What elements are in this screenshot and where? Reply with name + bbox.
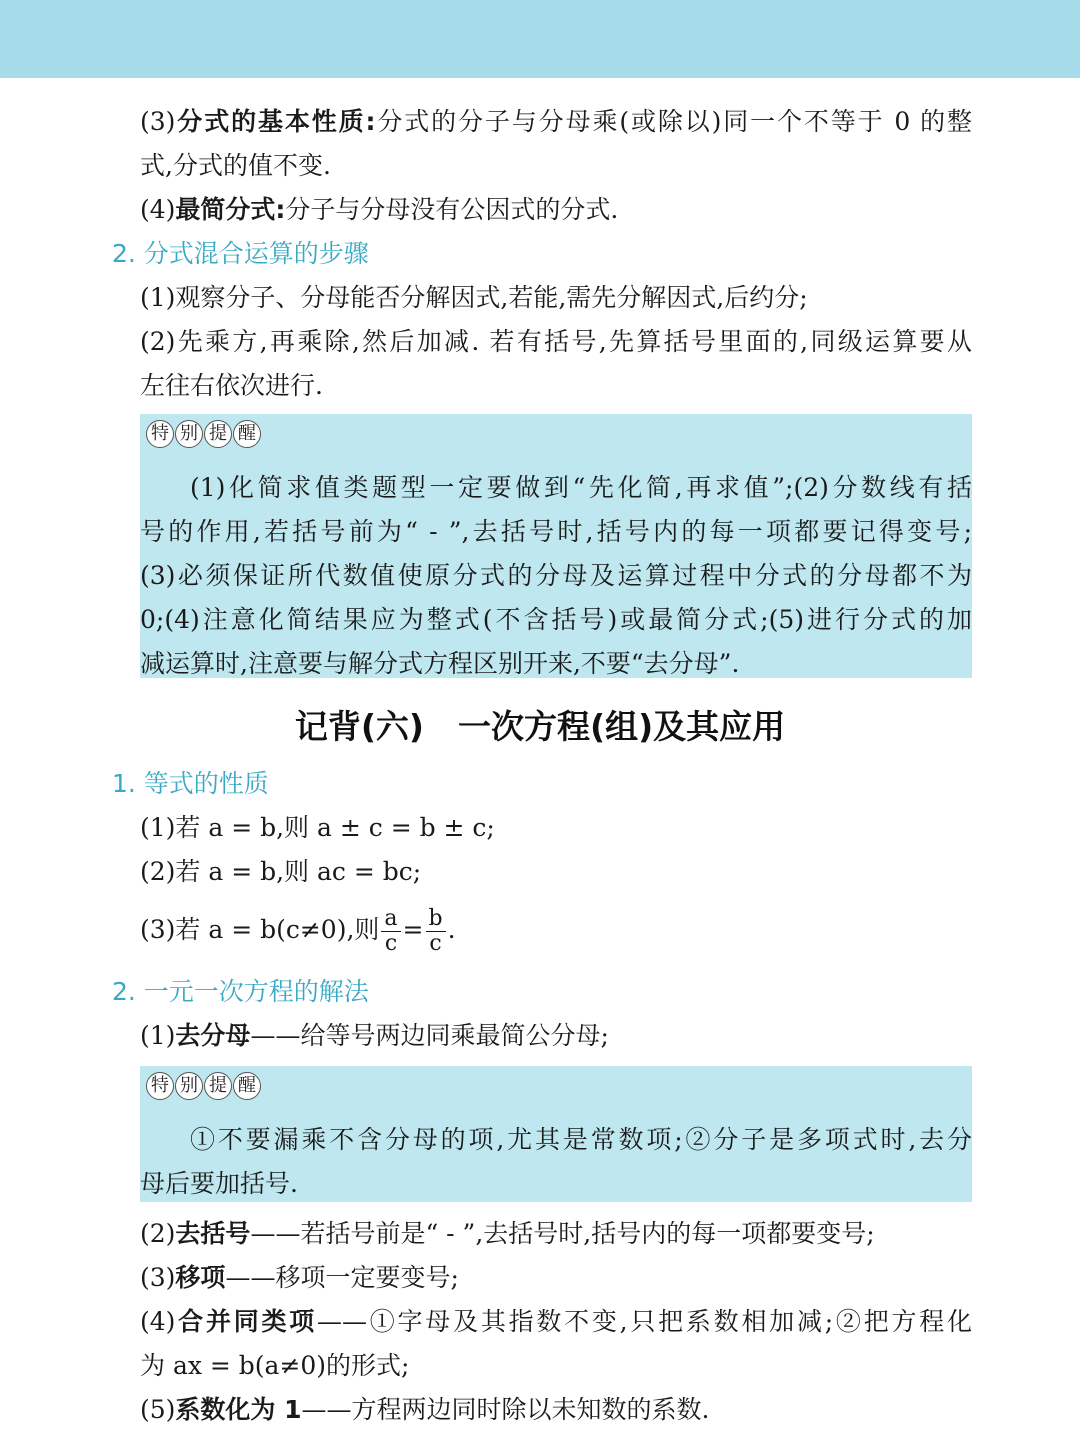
item-text: ——①字母及其指数不变,只把系数相加减;②把方程化 [317,1307,972,1336]
section-heading-mixed-ops: 2. 分式混合运算的步骤 [112,239,369,268]
special-reminder-box-1 [140,414,972,678]
reminder-line: (3)必须保证所代数值使原分式的分母及运算过程中分式的分母都不为 [140,561,972,590]
item-text: ——方程两边同时除以未知数的系数. [301,1395,710,1424]
reminder-line: 0;(4)注意化简结果应为整式(不含括号)或最简分式;(5)进行分式的加 [140,605,972,634]
term-bold: 去分母 [175,1021,251,1050]
item-text: ——移项一定要变号; [225,1263,459,1292]
tag-char: 特 [146,420,174,448]
item-number: (3) [140,1263,176,1292]
property-item-3 [140,100,972,144]
item-text: ——给等号两边同乘最简公分母; [250,1021,609,1050]
page-content [0,78,1080,1446]
item-text: (3)若 a = b(c≠0),则 [140,915,380,944]
chapter-name: 一次方程(组)及其应用 [458,707,786,746]
special-reminder-tag [146,1072,262,1104]
top-banner [0,0,1080,78]
solve-step-1 [140,1014,972,1058]
tag-char: 特 [146,1072,174,1100]
chapter-title [0,702,1080,752]
reminder-line: 号的作用,若括号前为“ - ”,去括号时,括号内的每一项都要记得变号; [140,517,972,546]
term-bold: 合并同类项 [175,1307,318,1336]
reminder-line: 减运算时,注意要与解分式方程区别开来,不要“去分母”. [140,649,740,678]
solve-step-4 [140,1300,972,1344]
item-number: (2) [140,1219,176,1248]
item-text: ——若括号前是“ - ”,去括号时,括号内的每一项都要变号; [250,1219,875,1248]
solve-step-4-cont: 为 ax = b(a≠0)的形式; [140,1351,410,1380]
reminder-line: 母后要加括号. [140,1169,298,1198]
solve-step-2 [140,1212,972,1256]
item-text: 分子与分母没有公因式的分式. [285,195,619,224]
section-heading-linear-equation: 2. 一元一次方程的解法 [112,977,369,1006]
chapter-number: 记背(六) [294,707,424,746]
equality-item-2: (2)若 a = b,则 ac = bc; [140,857,422,886]
step-item-2: (2)先乘方,再乘除,然后加减. 若有括号,先算括号里面的,同级运算要从 [140,327,972,356]
property-item-4 [140,188,972,232]
item-number: (4) [140,1307,176,1336]
section-heading-equality-properties: 1. 等式的性质 [112,769,269,798]
item-number: (4) [140,195,176,224]
tag-char: 别 [175,1072,203,1100]
equality-item-3: (3)若 a = b(c≠0),则 $\frac{a}{c}$ = $\frac{b}{c}$ . [140,906,456,956]
equals-sign: = [402,915,424,944]
solve-step-5 [140,1388,972,1432]
item-number: (3) [140,107,176,136]
term-bold: 系数化为 1 [175,1395,302,1424]
special-reminder-box-2 [140,1066,972,1202]
reminder-line: ①不要漏乘不含分母的项,尤其是常数项;②分子是多项式时,去分 [190,1125,972,1154]
property-item-3-cont: 式,分式的值不变. [140,151,331,180]
term-bold: 最简分式: [175,195,286,224]
term-bold: 分式的基本性质: [175,107,376,136]
special-reminder-tag [146,420,262,452]
item-text: 分式的分子与分母乘(或除以)同一个不等于 0 的整 [375,107,973,136]
equality-item-1: (1)若 a = b,则 a ± c = b ± c; [140,813,495,842]
tag-char: 提 [204,420,232,448]
step-item-1: (1)观察分子、分母能否分解因式,若能,需先分解因式,后约分; [140,283,808,312]
item-number: (5) [140,1395,176,1424]
tag-char: 醒 [233,420,261,448]
item-number: (1) [140,1021,176,1050]
fraction-b-over-c: $\frac{b}{c}$ [426,907,446,956]
reminder-line: (1)化简求值类题型一定要做到“先化简,再求值”;(2)分数线有括 [190,473,972,502]
term-bold: 去括号 [175,1219,251,1248]
tag-char: 提 [204,1072,232,1100]
term-bold: 移项 [175,1263,226,1292]
tag-char: 醒 [233,1072,261,1100]
tag-char: 别 [175,420,203,448]
solve-step-3 [140,1256,972,1300]
fraction-a-over-c: $\frac{a}{c}$ [381,907,400,956]
step-item-2-cont: 左往右依次进行. [140,371,323,400]
